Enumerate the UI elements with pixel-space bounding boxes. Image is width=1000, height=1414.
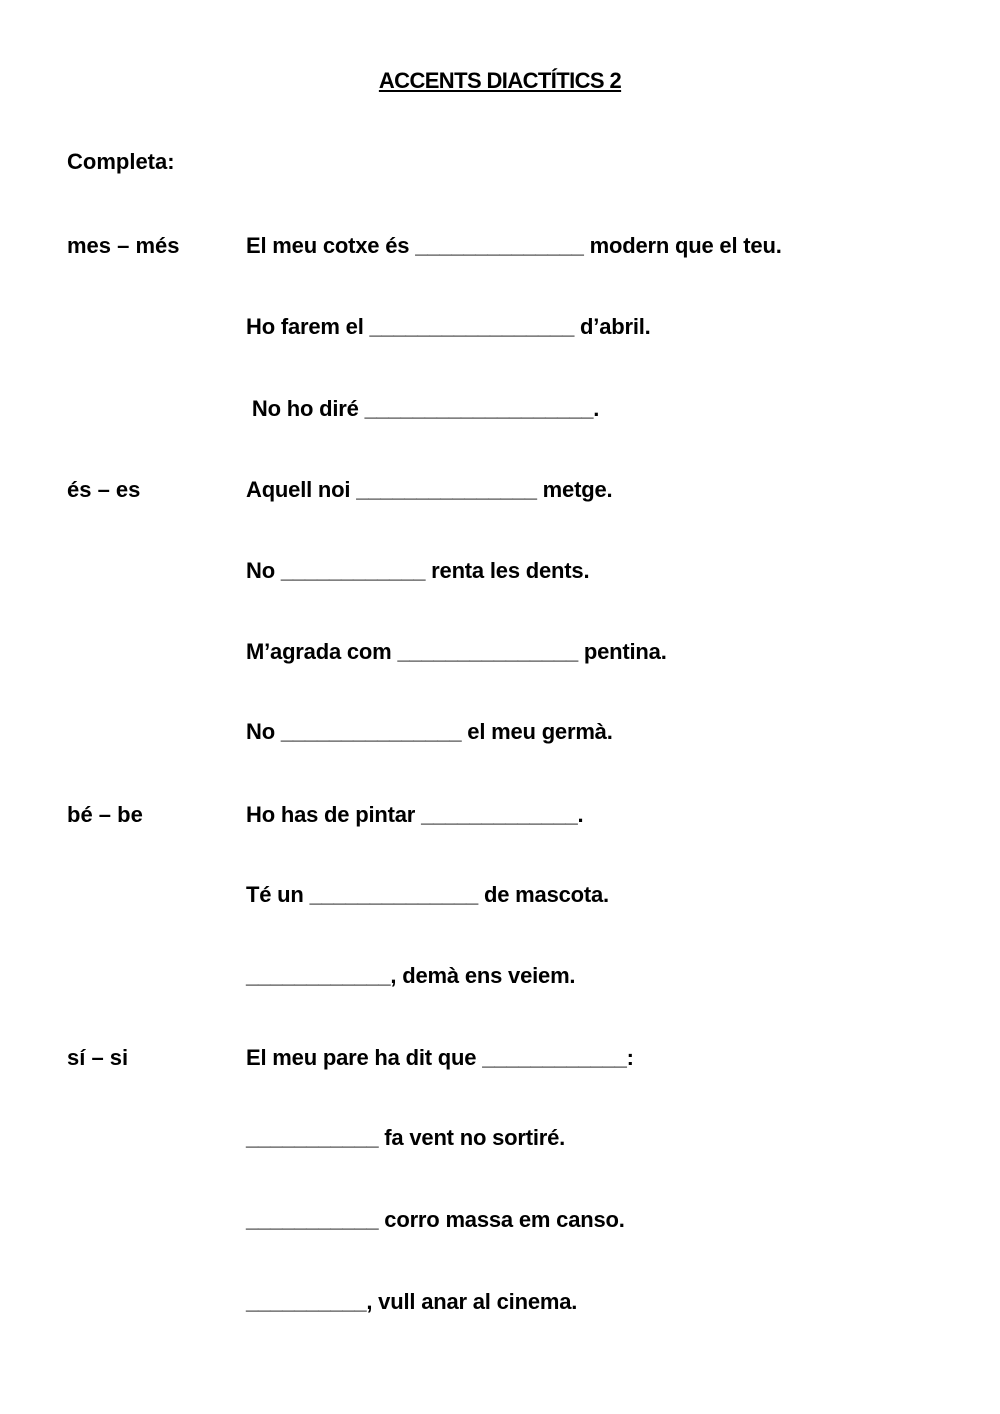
group-label-es-es: és – es — [67, 477, 141, 502]
exercise-line: ___________ corro massa em canso. — [246, 1207, 625, 1232]
exercise-line: Ho farem el _________________ d’abril. — [246, 314, 651, 339]
group-label-si-si: sí – si — [67, 1045, 129, 1070]
exercise-line: El meu cotxe és ______________ modern que el teu. — [246, 233, 782, 258]
exercise-line: M’agrada com _______________ pentina. — [246, 639, 667, 664]
exercise-line: El meu pare ha dit que ____________: — [246, 1045, 634, 1070]
exercise-line: __________, vull anar al cinema. — [246, 1289, 578, 1314]
exercise-line: Ho has de pintar _____________. — [246, 802, 584, 827]
page-title: ACCENTS DIACTÍTICS 2 — [378, 68, 622, 93]
exercise-line: ____________, demà ens veiem. — [246, 963, 576, 988]
exercise-line: No _______________ el meu germà. — [246, 719, 613, 744]
group-label-mes-mes: mes – més — [67, 233, 180, 258]
instruction: Completa: — [67, 149, 175, 174]
exercise-line: ___________ fa vent no sortiré. — [246, 1125, 566, 1150]
group-label-be-be: bé – be — [67, 802, 143, 827]
exercise-line: Aquell noi _______________ metge. — [246, 477, 613, 502]
exercise-line: Té un ______________ de mascota. — [246, 882, 609, 907]
exercise-line: No ho diré ___________________. — [246, 396, 600, 421]
exercise-line: No ____________ renta les dents. — [246, 558, 590, 583]
